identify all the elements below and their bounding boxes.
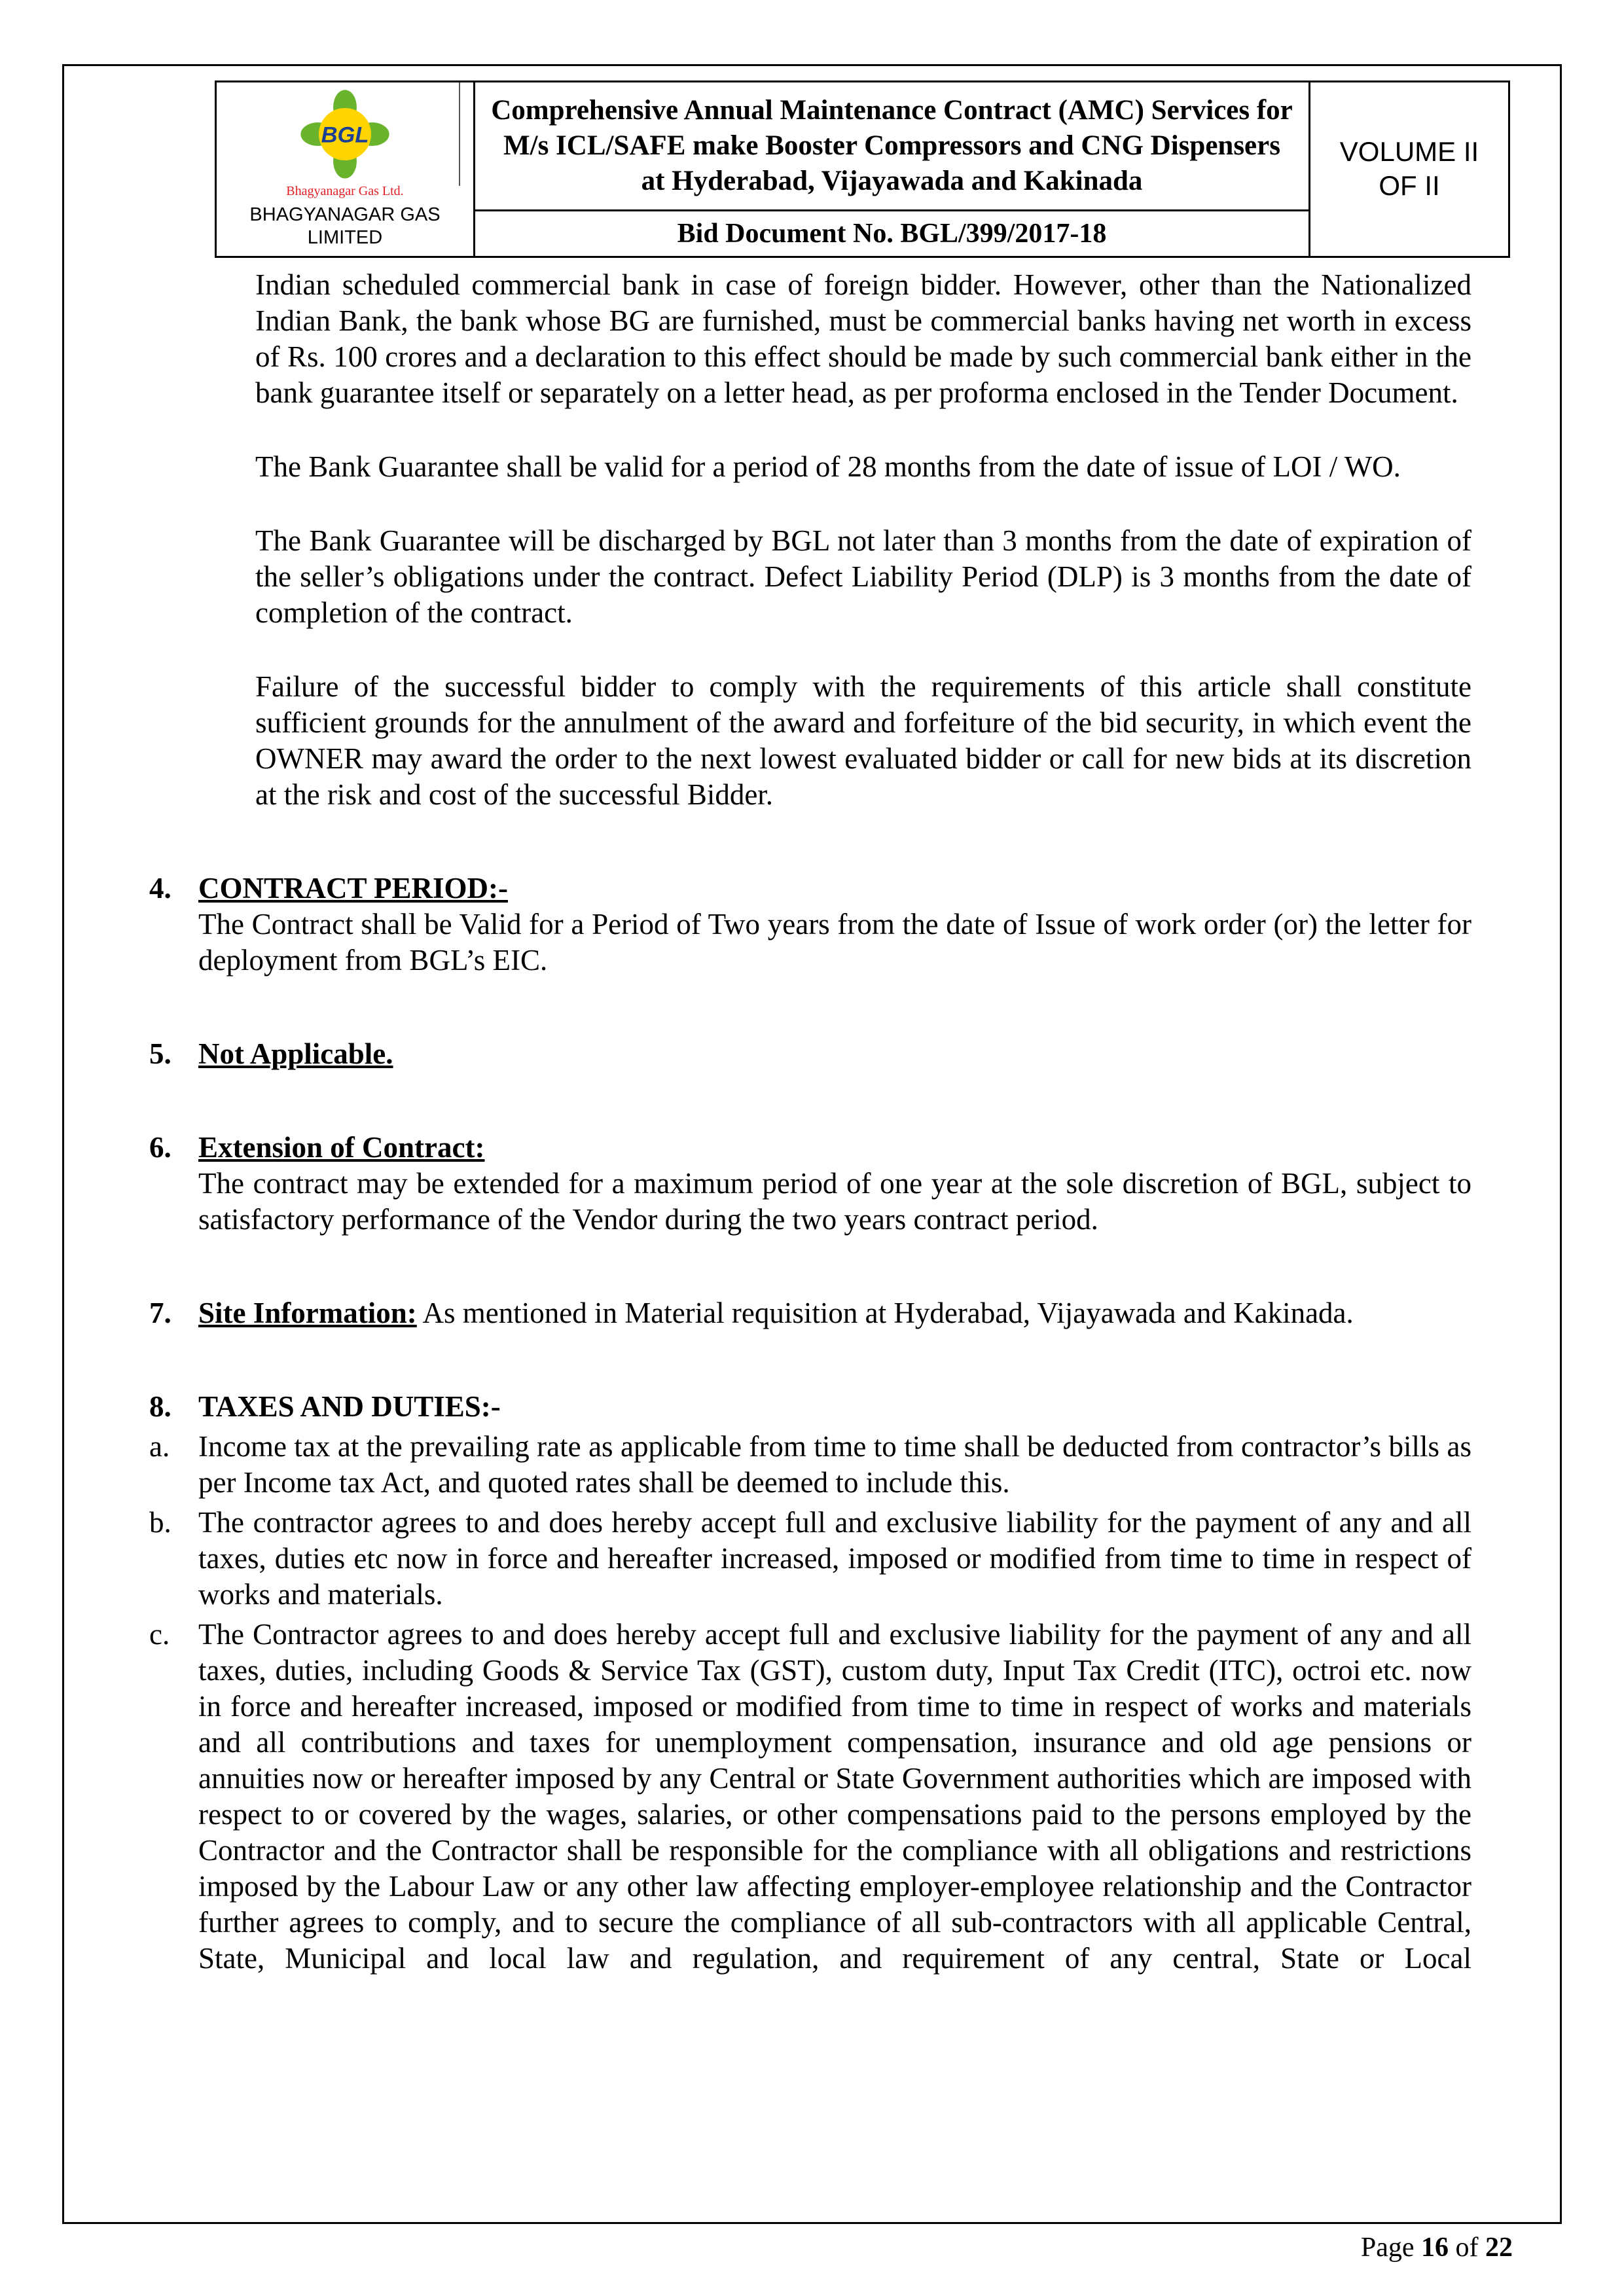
paragraph-bank-guarantee-intro: Indian scheduled commercial bank in case of foreign bidder. However, other than the Nationalized Indian Bank, the bank whose BG are furnished, must be commercial banks having net worth in excess of Rs. 100 crores and a declaration to this effect should be made by such commercial bank either in the bank guarantee itself or separately on a letter head, as per proforma enclosed in the Tender Document.: [255, 268, 1471, 409]
logo-tagline: Bhagyanagar Gas Ltd.: [286, 184, 404, 198]
section-heading: Site Information:: [198, 1296, 417, 1329]
document-title: Comprehensive Annual Maintenance Contract (AMC) Services for M/s ICL/SAFE make Booster Compressors and CNG Dispensers at Hyderabad, Vijayawada and Kakinada: [491, 94, 1293, 196]
subitem-letter: b.: [149, 1505, 171, 1539]
volume-line1: VOLUME II: [1339, 135, 1479, 167]
section-not-applicable: [149, 1036, 1471, 1072]
section-body: The Contract shall be Valid for a Period of Two years from the date of Issue of work order (or) the letter for deployment from BGL’s EIC.: [198, 907, 1471, 977]
section-number: 7.: [149, 1296, 171, 1329]
subitem-b: [149, 1505, 1471, 1613]
section-number: 5.: [149, 1037, 171, 1070]
document-body: [149, 267, 1471, 1977]
header-table: [215, 81, 1510, 258]
subitem-letter: c.: [149, 1617, 170, 1651]
bgl-logo-icon: [300, 89, 390, 179]
subitem-letter: a.: [149, 1429, 170, 1463]
subitem-a: [149, 1429, 1471, 1501]
footer-of: of: [1449, 2233, 1485, 2263]
subitem-text: The Contractor agrees to and does hereby accept full and exclusive liability for the payment of any and all taxes, duties, including Goods & Service Tax (GST), custom duty, Input Tax Credit (ITC), octroi etc. now in force and hereafter increased, imposed or modified from time to time in respect of works and materials and all contributions and taxes for unemployment compensation, insurance and old age pensions or annuities now or hereafter imposed by any Central or State Government authorities which are imposed with respect to or covered by the wages, salaries, or other compensations paid to the persons employed by the Contractor and the Contractor shall be responsible for the compliance with all obligations and restrictions imposed by the Labour Law or any other law affecting employer-employee relationship and the Contractor further agrees to comply, and to secure the compliance of all sub-contractors with all applicable Central, State, Municipal and local law and regulation, and requirement of any central, State or Local: [198, 1617, 1471, 1975]
footer-total-pages: 22: [1485, 2233, 1513, 2263]
footer-page-number: 16: [1421, 2233, 1449, 2263]
volume-line2: OF II: [1379, 170, 1440, 202]
section-heading: TAXES AND DUTIES:-: [198, 1390, 501, 1423]
section-extension-of-contract: [149, 1130, 1471, 1238]
section-number: 8.: [149, 1390, 171, 1423]
page-footer: [1361, 2232, 1513, 2263]
section-number: 4.: [149, 871, 171, 905]
section-contract-period: [149, 870, 1471, 978]
paragraph-failure-to-comply: Failure of the successful bidder to comply with the requirements of this article shall constitute sufficient grounds for the annulment of the award and forfeiture of the bid security, in which event the OWNER may award the order to the next lowest evaluated bidder or call for new bids at its discretion at the risk and cost of the successful Bidder.: [255, 670, 1471, 811]
title-cell: [475, 82, 1310, 211]
section-inline-text: As mentioned in Material requisition at Hyderabad, Vijayawada and Kakinada.: [416, 1296, 1354, 1329]
section-body: The contract may be extended for a maximum period of one year at the sole discretion of BGL, subject to satisfactory performance of the Vendor during the two years contract period.: [198, 1166, 1471, 1236]
bid-doc-no: Bid Document No. BGL/399/2017-18: [475, 210, 1310, 257]
section-site-information: [149, 1295, 1471, 1331]
subitem-text: The contractor agrees to and does hereby accept full and exclusive liability for the payment of any and all taxes, duties etc now in force and hereafter increased, imposed or modified from time to time in respect of works and materials.: [198, 1505, 1471, 1611]
volume-cell: [1310, 82, 1509, 257]
paragraph-bg-validity: The Bank Guarantee shall be valid for a period of 28 months from the date of issue of LOI / WO.: [255, 450, 1401, 483]
footer-prefix: Page: [1360, 2233, 1421, 2263]
subitem-c: [149, 1617, 1471, 1977]
paragraph-bg-discharge: The Bank Guarantee will be discharged by BGL not later than 3 months from the date of expiration of the seller’s obligations under the contract. Defect Liability Period (DLP) is 3 months from the date of completion of the contract.: [255, 524, 1471, 629]
page-border-frame: [62, 64, 1562, 2224]
section-taxes-and-duties: [149, 1389, 1471, 1425]
logo-monogram: BGL: [321, 122, 369, 148]
company-name: BHAGYANAGAR GAS LIMITED: [249, 204, 441, 248]
logo-divider: [459, 82, 460, 186]
logo-cell: [216, 82, 475, 257]
section-heading: Not Applicable.: [198, 1037, 393, 1070]
section-number: 6.: [149, 1130, 171, 1164]
subitem-text: Income tax at the prevailing rate as applicable from time to time shall be deducted from contractor’s bills as per Income tax Act, and quoted rates shall be deemed to include this.: [198, 1429, 1471, 1499]
section-heading: Extension of Contract:: [198, 1130, 485, 1164]
section-heading: CONTRACT PERIOD:-: [198, 871, 508, 905]
